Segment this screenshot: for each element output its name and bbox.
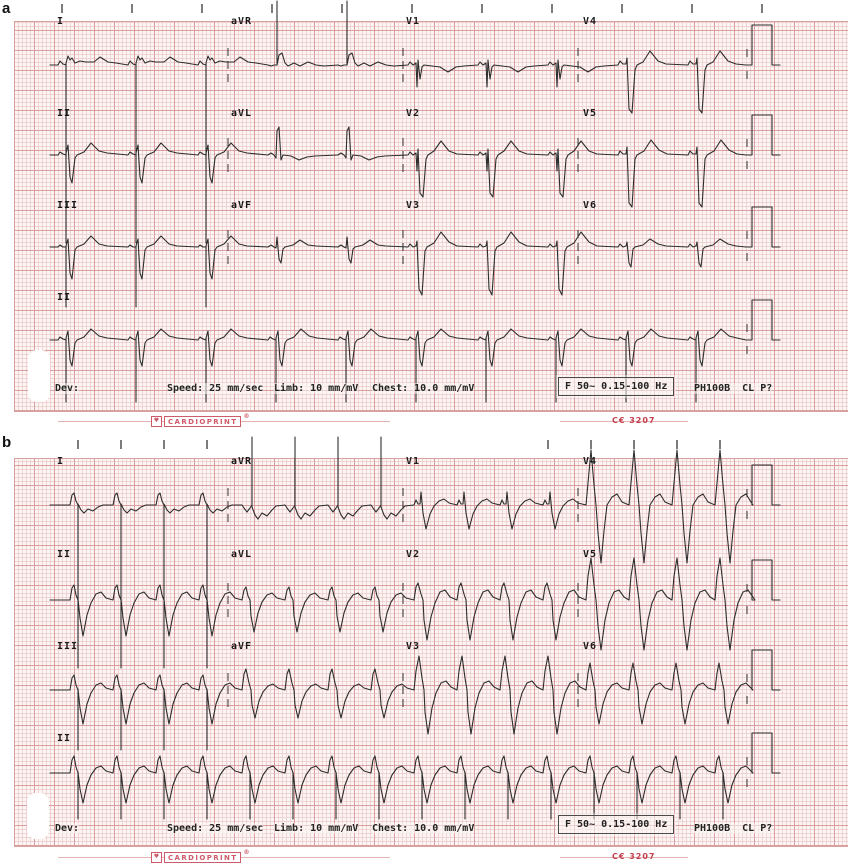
ecg-panel-b (0, 432, 850, 863)
cardioprint-logo-text: CARDIOPRINT (164, 416, 241, 427)
lead-label-v3: V3 (406, 200, 421, 211)
white-label-sticker (27, 793, 49, 839)
speed-setting: Speed: 25 mm/sec (167, 383, 264, 394)
cardioprint-logo-icon: ♥ (151, 852, 162, 863)
limb-gain-setting: Limb: 10 mm/mV (274, 823, 359, 834)
lead-label-avl: aVL (231, 108, 253, 119)
device-field-label: Dev: (55, 823, 80, 834)
lead-label-ii: II (57, 292, 72, 303)
filter-setting-box: F 50~ 0.15-100 Hz (558, 377, 674, 396)
ecg-grid-paper-b (14, 458, 848, 847)
lead-label-v6: V6 (583, 200, 598, 211)
registered-mark: ® (243, 849, 250, 856)
lead-label-i: I (57, 16, 65, 27)
lead-label-i: I (57, 456, 65, 467)
brand-logo (151, 849, 250, 863)
lead-label-avf: aVF (231, 641, 253, 652)
lead-label-v2: V2 (406, 549, 421, 560)
speed-setting: Speed: 25 mm/sec (167, 823, 264, 834)
device-model-text: PH100B CL P? (694, 823, 773, 834)
cardioprint-logo-icon: ♥ (151, 416, 162, 427)
lead-label-iii: III (57, 641, 79, 652)
ce-certification-mark: C€ 3207 (612, 416, 656, 425)
brand-logo (151, 413, 250, 427)
lead-label-v6: V6 (583, 641, 598, 652)
lead-label-ii: II (57, 108, 72, 119)
lead-label-v5: V5 (583, 108, 598, 119)
lead-label-ii: II (57, 549, 72, 560)
device-field-label: Dev: (55, 383, 80, 394)
limb-gain-setting: Limb: 10 mm/mV (274, 383, 359, 394)
filter-setting-box: F 50~ 0.15-100 Hz (558, 815, 674, 834)
cardioprint-logo-text: CARDIOPRINT (164, 852, 241, 863)
lead-label-v1: V1 (406, 456, 421, 467)
lead-label-ii: II (57, 733, 72, 744)
ce-certification-mark: C€ 3207 (612, 852, 656, 861)
lead-label-avl: aVL (231, 549, 253, 560)
lead-label-v5: V5 (583, 549, 598, 560)
panel-label-a: a (2, 0, 11, 17)
ecg-grid-paper-a (14, 21, 848, 412)
lead-label-avr: aVR (231, 16, 253, 27)
lead-label-avf: aVF (231, 200, 253, 211)
chest-gain-setting: Chest: 10.0 mm/mV (372, 383, 475, 394)
lead-label-iii: III (57, 200, 79, 211)
device-model-text: PH100B CL P? (694, 383, 773, 394)
lead-label-v3: V3 (406, 641, 421, 652)
lead-label-avr: aVR (231, 456, 253, 467)
panel-label-b: b (2, 434, 12, 451)
lead-label-v4: V4 (583, 456, 598, 467)
lead-label-v2: V2 (406, 108, 421, 119)
white-label-sticker (28, 350, 50, 402)
registered-mark: ® (243, 413, 250, 420)
lead-label-v4: V4 (583, 16, 598, 27)
lead-label-v1: V1 (406, 16, 421, 27)
chest-gain-setting: Chest: 10.0 mm/mV (372, 823, 475, 834)
